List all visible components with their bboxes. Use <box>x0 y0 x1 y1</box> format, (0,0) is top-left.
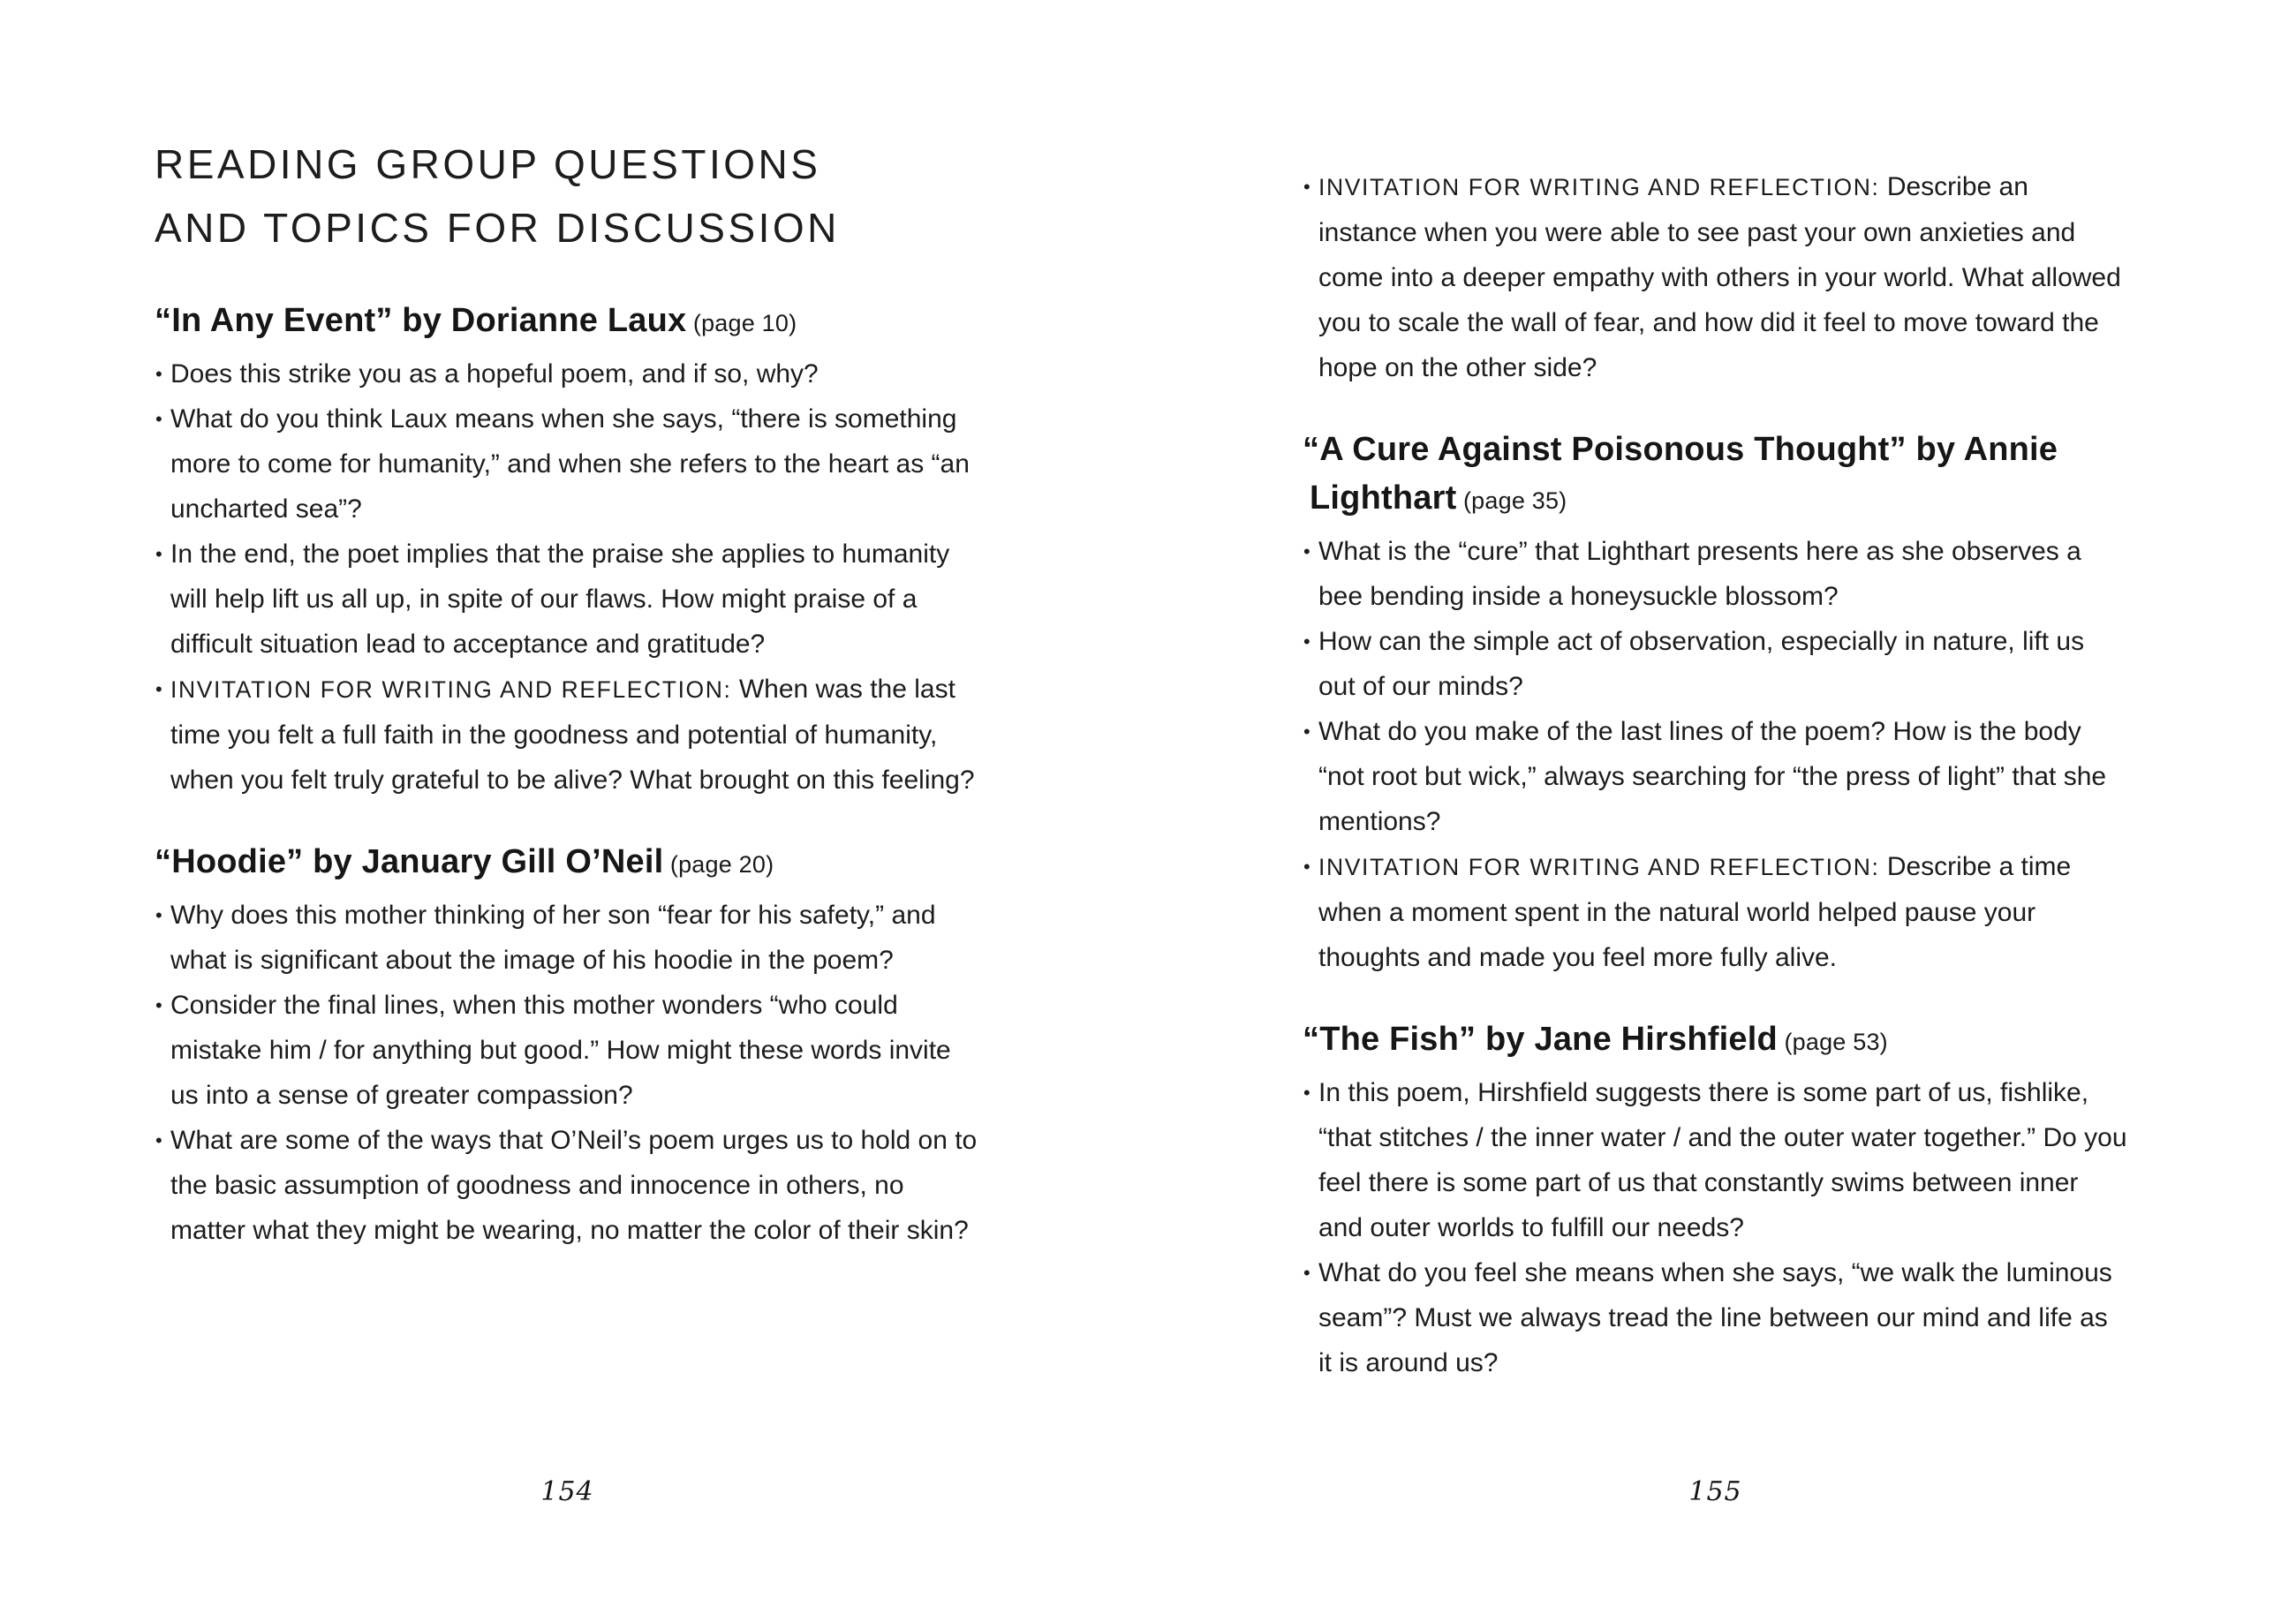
bullet-item <box>155 351 980 396</box>
bullet-item <box>155 532 980 667</box>
section-a-cure-against-poisonous-thought <box>1303 426 2128 980</box>
bullet-list <box>155 351 980 803</box>
bullet-item <box>1303 164 2128 390</box>
section-title: “The Fish” by Jane Hirshfield <box>1303 1021 1778 1058</box>
page-title-line-2: AND TOPICS FOR DISCUSSION <box>155 205 840 251</box>
bullet-item <box>1303 1250 2128 1385</box>
page-title <box>155 132 980 260</box>
bullet-text: Describe a time when a moment spent in the natural world helped pause your thoughts and made you feel more fully alive. <box>1318 852 2072 972</box>
bullet-item <box>1303 1070 2128 1250</box>
section-page-reference: (page 53) <box>1784 1029 1888 1055</box>
bullet-text: What do you feel she means when she says, “we walk the luminous seam”? Must we always tread the line between our mind and life as it is around us? <box>1318 1258 2112 1377</box>
bullet-item <box>155 1118 980 1253</box>
page-number: 155 <box>1688 1476 1742 1507</box>
page-right <box>1303 0 2128 1607</box>
section-the-fish <box>1303 1015 2128 1385</box>
bullet-text: What do you think Laux means when she says, “there is something more to come for humanity,” and when she refers to the heart as “an uncharted sea”? <box>170 404 970 524</box>
bullet-item <box>1303 844 2128 980</box>
section-heading <box>1303 1015 2128 1067</box>
bullet-text: Describe an instance when you were able to see past your own anxieties and come into a deeper empathy with others in your world. What allowed you to scale the wall of fear, and how did it feel to move toward the hope on the other side? <box>1318 172 2121 382</box>
bullet-list-continuation <box>1303 164 2128 390</box>
section-in-any-event <box>155 297 980 803</box>
bullet-text: In this poem, Hirshfield suggests there is some part of us, fishlike, “that stitches / the inner water / and the outer water together.” Do you feel there is some part of us that constantly swims between inner and outer worlds to fulfill our needs? <box>1318 1078 2127 1242</box>
section-title: “In Any Event” by Dorianne Laux <box>155 302 687 339</box>
bullet-text: In the end, the poet implies that the praise she applies to humanity will help lift us all up, in spite of our flaws. How might praise of a difficult situation lead to acceptance and gratitude? <box>170 539 950 659</box>
invitation-label: INVITATION FOR WRITING AND REFLECTION: <box>170 676 732 703</box>
section-hoodie <box>155 838 980 1253</box>
section-heading <box>155 838 980 889</box>
bullet-text: When was the last time you felt a full faith in the goodness and potential of humanity, when you felt truly grateful to be alive? What brought on this feeling? <box>170 675 975 795</box>
bullet-text: How can the simple act of observation, especially in nature, lift us out of our minds? <box>1318 627 2085 701</box>
section-heading <box>155 297 980 348</box>
page-left <box>155 0 980 1607</box>
bullet-item <box>155 667 980 803</box>
bullet-item <box>1303 709 2128 844</box>
bullet-list <box>1303 529 2128 980</box>
bullet-text: Does this strike you as a hopeful poem, and if so, why? <box>170 359 819 389</box>
section-heading <box>1303 426 2128 525</box>
bullet-item <box>155 396 980 532</box>
bullet-text: What are some of the ways that O’Neil’s poem urges us to hold on to the basic assumption of goodness and innocence in others, no matter what they might be wearing, no matter the color of their skin? <box>170 1126 978 1245</box>
bullet-text: What do you make of the last lines of the poem? How is the body “not root but wick,” always searching for “the press of light” that she mentions? <box>1318 717 2107 836</box>
bullet-item <box>155 893 980 983</box>
bullet-text: What is the “cure” that Lighthart presents here as she observes a bee bending inside a honeysuckle blossom? <box>1318 537 2081 611</box>
bullet-text: Why does this mother thinking of her son “fear for his safety,” and what is significant about the image of his hoodie in the poem? <box>170 901 936 975</box>
bullet-item <box>1303 619 2128 709</box>
invitation-label: INVITATION FOR WRITING AND REFLECTION: <box>1318 174 1880 200</box>
page-title-line-1: READING GROUP QUESTIONS <box>155 141 821 187</box>
bullet-list <box>155 893 980 1253</box>
bullet-list <box>1303 1070 2128 1385</box>
section-title: “A Cure Against Poisonous Thought” by Annie Lighthart <box>1303 431 2058 517</box>
section-title: “Hoodie” by January Gill O’Neil <box>155 843 664 880</box>
section-page-reference: (page 20) <box>669 851 774 878</box>
bullet-item <box>1303 529 2128 619</box>
bullet-text: Consider the final lines, when this mother wonders “who could mistake him / for anything but good.” How might these words invite us into a sense of greater compassion? <box>170 991 951 1110</box>
bullet-item <box>155 983 980 1118</box>
page-number: 154 <box>540 1476 594 1507</box>
section-page-reference: (page 35) <box>1462 487 1567 514</box>
section-page-reference: (page 10) <box>692 310 797 336</box>
invitation-label: INVITATION FOR WRITING AND REFLECTION: <box>1318 854 1880 880</box>
